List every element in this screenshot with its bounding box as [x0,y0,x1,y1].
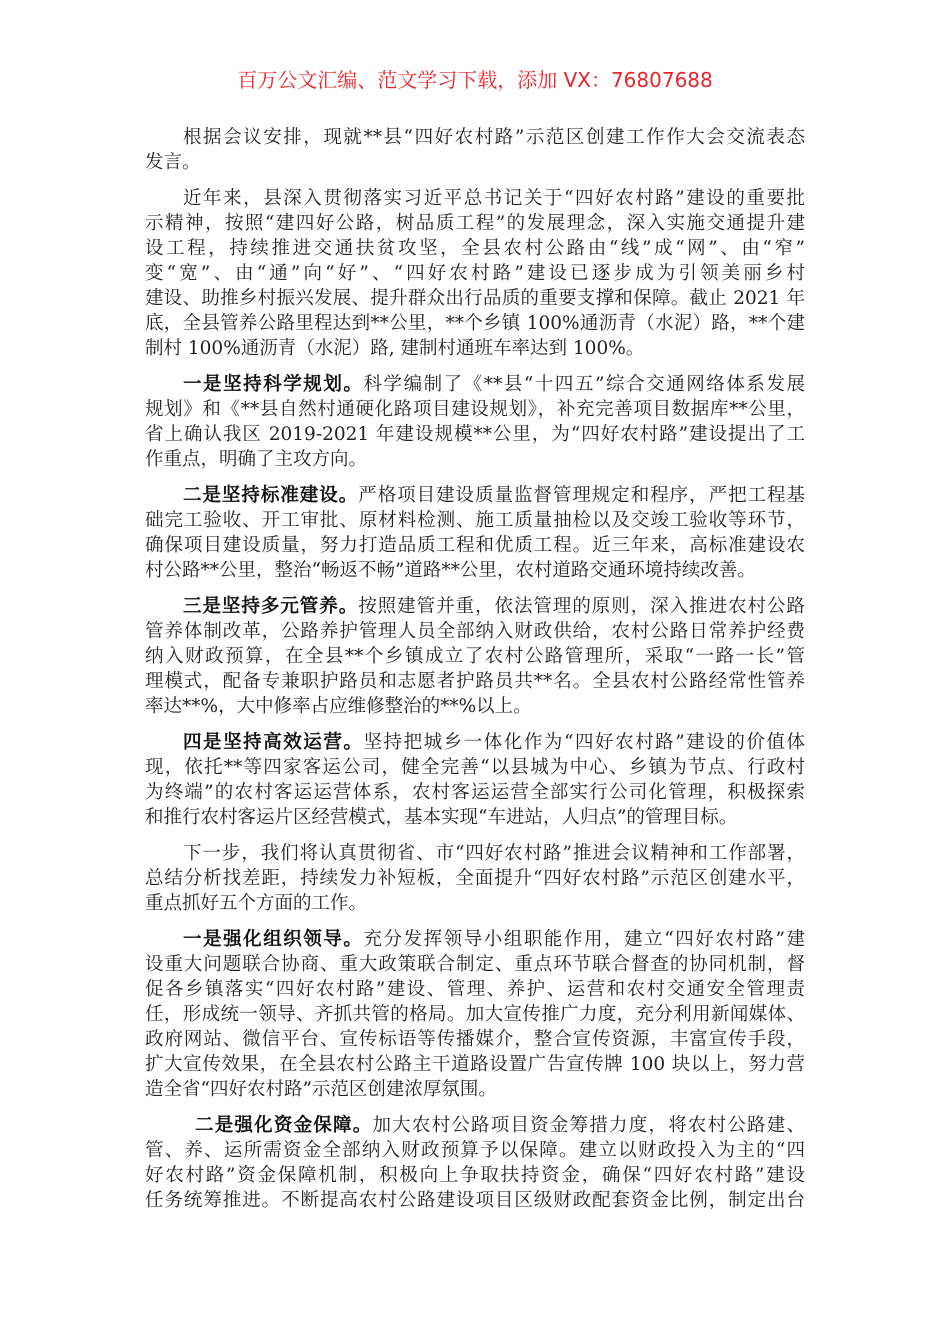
text-line [145,669,805,694]
text-line [145,1138,805,1163]
text-line [145,755,805,780]
paragraph-lead: 二是坚持标准建设。 [183,485,359,506]
line-text: 省上确认我区 2019-2021 年建设规模**公里，为“四好农村路”建设提出了工 [145,424,805,445]
text-line [145,1113,805,1138]
line-text: 任，形成统一领导、齐抓共管的格局。加大宣传推广力度，充分利用新闻媒体、 [145,1004,805,1025]
line-text: 总结分析找差距，持续发力补短板，全面提升“四好农村路”示范区创建水平， [145,868,805,889]
line-text: 科学编制了《**县“十四五”综合交通网络体系发展 [363,374,805,395]
line-text: 设工程，持续推进交通扶贫攻坚，全县农村公路由“线”成“网”、由“窄” [145,238,805,259]
text-line [145,286,805,311]
paragraph-lead: 二是强化资金保障。 [195,1115,373,1136]
text-line [145,866,805,891]
text-line [145,211,805,236]
text-line [145,952,805,977]
line-text: 理模式，配备专兼职护路员和志愿者护路员共**名。全县农村公路经常性管养 [145,671,805,692]
line-text: 重点抓好五个方面的工作。 [145,893,368,914]
line-text: 为终端”的农村客运运营体系，农村客运运营全部实行公司化管理，积极探索 [145,782,805,803]
text-line [145,483,805,508]
line-text: 和推行农村客运片区经营模式，基本实现“车进站，人归点”的管理目标。 [145,807,738,828]
line-text: 设重大问题联合协商、重大政策联合制定、重点环节联合督查的协同机制，督 [145,954,805,975]
line-text: 村公路**公里，整治“畅返不畅”道路**公里，农村道路交通环境持续改善。 [145,560,756,581]
line-text: 造全省“四好农村路”示范区创建浓厚氛围。 [145,1079,497,1100]
paragraph-lead: 三是坚持多元管养。 [183,596,359,617]
line-text: 按照建管并重，依法管理的原则，深入推进农村公路 [358,596,805,617]
paragraph [145,372,805,472]
text-line [145,1002,805,1027]
text-line [145,397,805,422]
line-text: 政府网站、微信平台、宣传标语等传播媒介，整合宣传资源，丰富宣传手段， [145,1029,805,1050]
line-text: 管、养、运所需资金全部纳入财政预算予以保障。建立以财政投入为主的“四 [145,1140,805,1161]
text-line [145,558,805,583]
watermark-header: 百万公文汇编、范文学习下载，添加 VX：76807688 [237,68,713,92]
line-text: 扩大宣传效果，在全县农村公路主干道路设置广告宣传牌 100 块以上，努力营 [145,1054,805,1075]
text-line [145,1027,805,1052]
paragraph [145,927,805,1102]
text-line [145,1077,805,1102]
line-text: 根据会议安排，现就**县“四好农村路”示范区创建工作作大会交流表态 [183,127,805,148]
line-text: 任务统筹推进。不断提高农村公路建设项目区级财政配套资金比例，制定出台 [145,1190,805,1211]
line-text: 确保项目建设质量，努力打造品质工程和优质工程。近三年来，高标准建设农 [145,535,805,556]
line-text: 底，全县管养公路里程达到**公里，**个乡镇 100%通沥青（水泥）路，**个建 [145,313,805,334]
text-line [145,841,805,866]
line-text: 近年来，县深入贯彻落实习近平总书记关于“四好农村路”建设的重要批 [183,188,805,209]
text-line [145,336,805,361]
text-line [145,1163,805,1188]
line-text: 严格项目建设质量监督管理规定和程序，严把工程基 [358,485,805,506]
text-line [145,372,805,397]
text-line [145,447,805,472]
line-text: 发言。 [145,152,201,173]
paragraph-lead: 四是坚持高效运营。 [183,732,364,753]
line-text: 础完工验收、开工审批、原材料检测、施工质量抽检以及交竣工验收等环节， [145,510,805,531]
line-text: 现，依托**等四家客运公司，健全完善“以县城为中心、乡镇为节点、行政村 [145,757,805,778]
text-line [145,1052,805,1077]
text-line [145,644,805,669]
line-text: 示精神，按照“建四好公路，树品质工程”的发展理念，深入实施交通提升建 [145,213,805,234]
paragraph [145,1113,805,1213]
text-line [145,1188,805,1213]
text-line [145,186,805,211]
paragraph [145,125,805,175]
paragraph-lead: 一是强化组织领导。 [183,929,364,950]
document-body [145,125,805,1224]
line-text: 下一步，我们将认真贯彻省、市“四好农村路”推进会议精神和工作部署， [183,843,805,864]
line-text: 变“宽”、由“通”向“好”、“四好农村路”建设已逐步成为引领美丽乡村 [145,263,805,284]
line-text: 好农村路”资金保障机制，积极向上争取扶持资金，确保“四好农村路”建设 [145,1165,805,1186]
text-line [145,508,805,533]
line-text: 纳入财政预算，在全县**个乡镇成立了农村公路管理所，采取“一路一长”管 [145,646,805,667]
text-line [145,977,805,1002]
paragraph [145,841,805,916]
text-line [145,150,805,175]
text-line [145,125,805,150]
line-text: 率达**%，大中修率占应维修整治的**%以上。 [145,696,532,717]
line-text: 建设、助推乡村振兴发展、提升群众出行品质的重要支撑和保障。截止 2021 年 [145,288,805,309]
text-line [145,533,805,558]
paragraph-lead: 一是坚持科学规划。 [183,374,364,395]
line-text: 坚持把城乡一体化作为“四好农村路”建设的价值体 [363,732,805,753]
text-line [145,730,805,755]
paragraph [145,594,805,719]
text-line [145,311,805,336]
line-text: 充分发挥领导小组职能作用，建立“四好农村路”建 [363,929,805,950]
line-text: 制村 100%通沥青（水泥）路, 建制村通班车率达到 100%。 [145,338,645,359]
text-line [145,805,805,830]
line-text: 管养体制改革，公路养护管理人员全部纳入财政供给，农村公路日常养护经费 [145,621,805,642]
text-line [145,594,805,619]
line-text: 加大农村公路项目资金筹措力度，将农村公路建、 [372,1115,805,1136]
text-line [145,422,805,447]
text-line [145,619,805,644]
line-text: 促各乡镇落实“四好农村路”建设、管理、养护、运营和农村交通安全管理责 [145,979,805,1000]
text-line [145,236,805,261]
text-line [145,261,805,286]
paragraph [145,186,805,361]
text-line [145,780,805,805]
text-line [145,927,805,952]
text-line [145,891,805,916]
paragraph [145,483,805,583]
line-text: 作重点，明确了主攻方向。 [145,449,368,470]
line-text: 规划》和《**县自然村通硬化路项目建设规划》，补充完善项目数据库**公里， [145,399,805,420]
paragraph [145,730,805,830]
text-line [145,694,805,719]
